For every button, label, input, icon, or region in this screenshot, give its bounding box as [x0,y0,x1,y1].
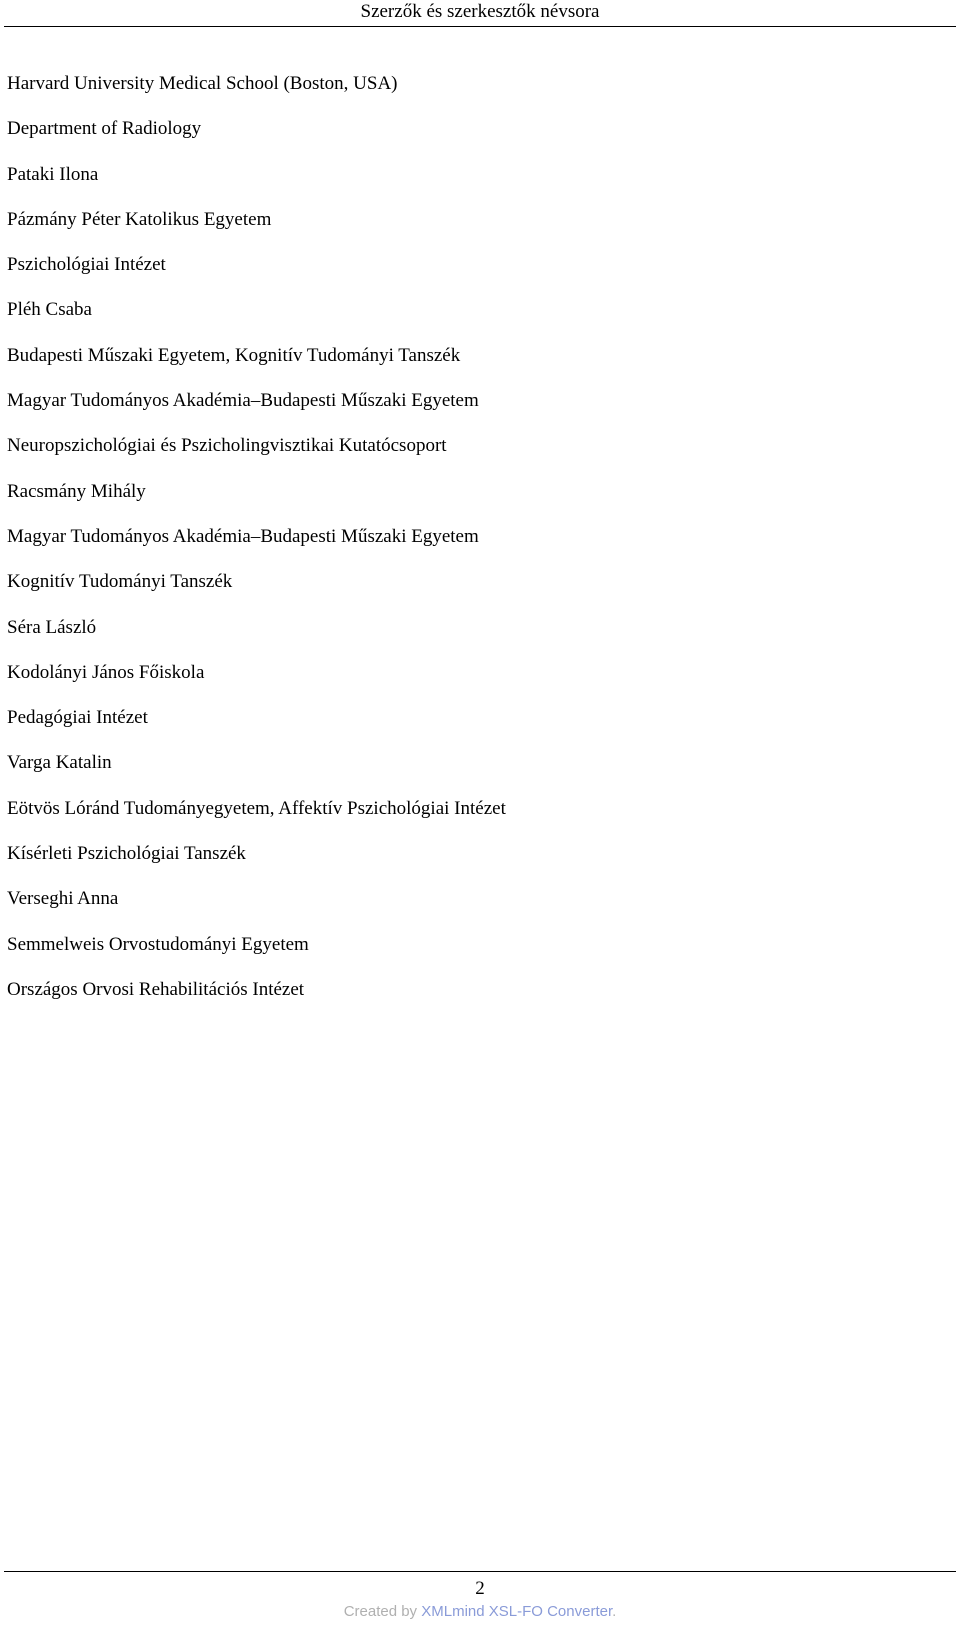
footer-divider [4,1571,956,1572]
list-item: Kognitív Tudományi Tanszék [7,571,233,593]
page-title: Szerzők és szerkesztők névsora [360,1,600,22]
list-item: Magyar Tudományos Akadémia–Budapesti Műszaki Egyetem [7,390,479,412]
list-item: Pázmány Péter Katolikus Egyetem [7,208,272,230]
list-item: Séra László [7,616,97,638]
list-item: Neuropszichológiai és Pszicholingvisztikai Kutatócsoport [7,435,447,457]
author-list [7,73,947,1024]
list-item: Eötvös Lóránd Tudományegyetem, Affektív Pszichológiai Intézet [7,797,506,819]
list-item: Racsmány Mihály [7,480,146,502]
list-item: Varga Katalin [7,752,112,774]
list-item: Semmelweis Orvostudományi Egyetem [7,933,309,955]
credit-suffix: . [612,1603,617,1620]
list-item: Magyar Tudományos Akadémia–Budapesti Műszaki Egyetem [7,525,479,547]
list-item: Pléh Csaba [7,299,92,321]
list-item: Országos Orvosi Rehabilitációs Intézet [7,978,305,1000]
list-item: Kísérleti Pszichológiai Tanszék [7,843,246,865]
list-item: Budapesti Műszaki Egyetem, Kognitív Tudományi Tanszék [7,344,461,366]
list-item: Pataki Ilona [7,163,99,185]
page-number: 2 [475,1578,485,1599]
list-item: Department of Radiology [7,118,202,140]
list-item: Pedagógiai Intézet [7,707,148,729]
list-item: Pszichológiai Intézet [7,254,166,276]
list-item: Harvard University Medical School (Boston, USA) [7,73,398,94]
credit-prefix: Created by [343,1603,422,1620]
list-item: Verseghi Anna [7,888,119,910]
converter-credit [0,1602,960,1622]
list-item: Kodolányi János Főiskola [7,661,205,683]
converter-brand-link[interactable]: XMLmind XSL-FO Converter [421,1603,613,1620]
page-header [4,0,956,27]
